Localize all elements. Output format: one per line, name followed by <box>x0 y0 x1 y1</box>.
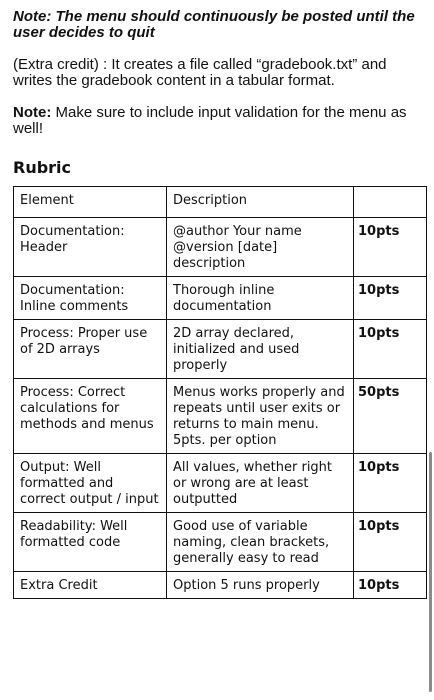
rubric-table <box>13 186 427 599</box>
row-element: Extra Credit <box>14 572 167 599</box>
row-element: Output: Well formatted and correct output / input <box>14 454 167 513</box>
vertical-scrollbar[interactable] <box>429 452 432 692</box>
row-element: Documentation: Inline comments <box>14 277 167 320</box>
extra-credit-text: (Extra credit) : It creates a file called “gradebook.txt” and writes the gradebook content in a tabular format. <box>13 56 387 89</box>
validation-note <box>13 105 423 137</box>
quit-note: Note: The menu should continuously be posted until the user decides to quit <box>13 8 415 41</box>
header-description: Description <box>167 187 354 218</box>
row-points: 10pts <box>354 277 427 320</box>
row-points: 10pts <box>354 572 427 599</box>
validation-note-lead: Note: <box>13 104 52 121</box>
row-element: Process: Correct calculations for methods and menus <box>14 379 167 454</box>
rubric-row-inline-comments <box>14 277 427 320</box>
rubric-row-calculations <box>14 379 427 454</box>
header-points <box>354 187 427 218</box>
rubric-row-extra-credit <box>14 572 427 599</box>
row-points: 50pts <box>354 379 427 454</box>
row-description: @author Your name @version [date] description <box>167 218 354 277</box>
validation-note-text: Make sure to include input validation for the menu as well! <box>13 104 407 137</box>
row-description: All values, whether right or wrong are at least outputted <box>167 454 354 513</box>
rubric-heading: Rubric <box>13 158 72 177</box>
row-element: Documentation: Header <box>14 218 167 277</box>
header-element: Element <box>14 187 167 218</box>
row-description: Good use of variable naming, clean brackets, generally easy to read <box>167 513 354 572</box>
row-description: Thorough inline documentation <box>167 277 354 320</box>
row-description: Option 5 runs properly <box>167 572 354 599</box>
row-points: 10pts <box>354 513 427 572</box>
row-points: 10pts <box>354 320 427 379</box>
rubric-row-header-doc <box>14 218 427 277</box>
rubric-row-output <box>14 454 427 513</box>
row-points: 10pts <box>354 218 427 277</box>
row-element: Process: Proper use of 2D arrays <box>14 320 167 379</box>
rubric-row-2d-arrays <box>14 320 427 379</box>
row-points: 10pts <box>354 454 427 513</box>
rubric-row-readability <box>14 513 427 572</box>
rubric-header-row <box>14 187 427 218</box>
row-element: Readability: Well formatted code <box>14 513 167 572</box>
row-description: 2D array declared, initialized and used properly <box>167 320 354 379</box>
row-description: Menus works properly and repeats until user exits or returns to main menu. 5pts. per option <box>167 379 354 454</box>
